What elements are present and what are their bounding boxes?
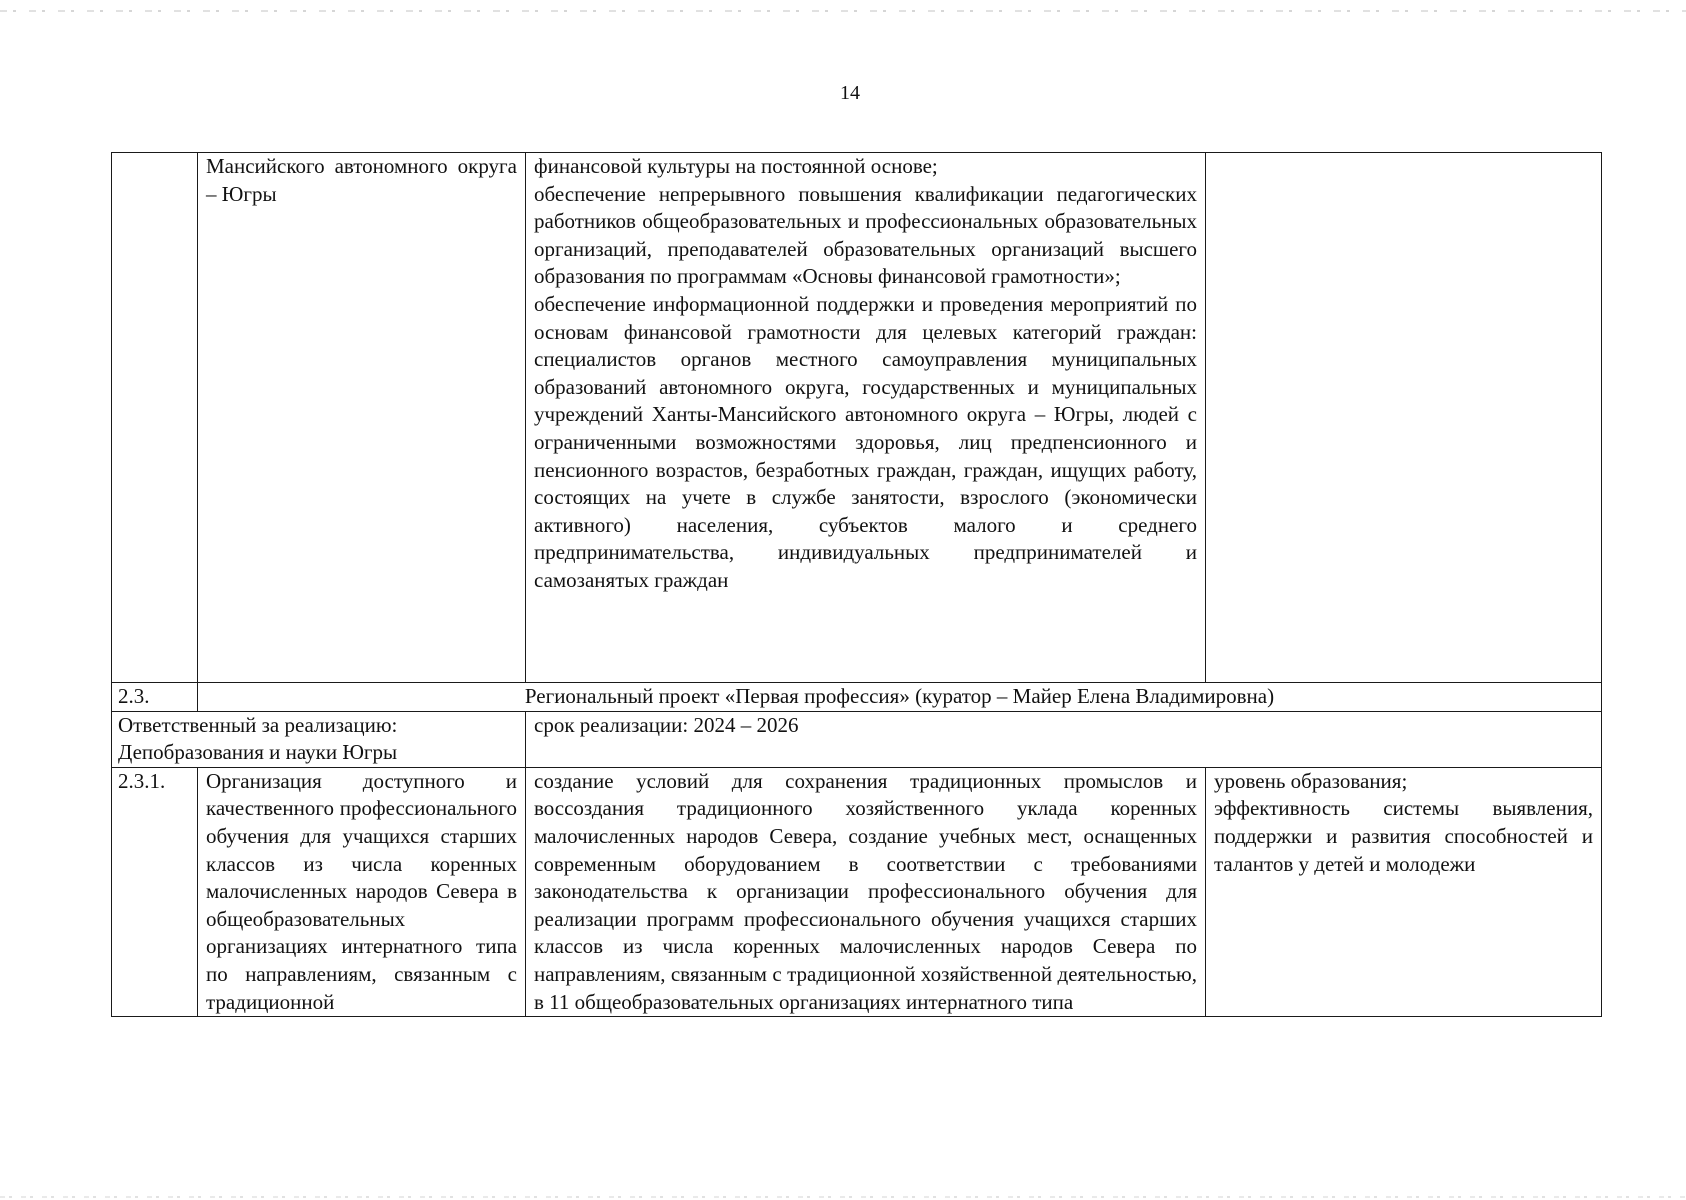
cell-indicators	[1206, 153, 1602, 683]
cell-description	[526, 153, 1206, 683]
description-paragraph: обеспечение информационной поддержки и проведения мероприятий по основам финансовой грамотности для целевых категорий граждан: специалистов органов местного самоуправления муниципальных образований автономного округа, государственных и муниципальных учреждений Ханты-Мансийского автономного округа – Югры, людей с ограниченными возможностями здоровья, лиц предпенсионного и пенсионного возрастов, безработных граждан, граждан, ищущих работу, состоящих на учете в службе занятости, взрослого (экономически активного) населения, субъектов малого и среднего предпринимательства, индивидуальных предпринимателей и самозанятых граждан	[534, 291, 1197, 592]
cell-responsible	[112, 711, 526, 767]
page-number: 14	[840, 82, 860, 104]
cell-description: создание условий для сохранения традиционных промыслов и воссоздания традиционного хозяйственного уклада коренных малочисленных народов Севера, создание учебных мест, оснащенных современным оборудованием в соответствии с требованиями законодательства к организации профессионального обучения для реализации программ профессионального обучения учащихся старших классов из числа коренных малочисленных народов Севера по направлениям, связанным с традиционной хозяйственной деятельностью, в 11 общеобразовательных организациях интернатного типа	[526, 767, 1206, 1016]
cell-project-title: Региональный проект «Первая профессия» (куратор – Майер Елена Владимировна)	[198, 683, 1602, 712]
scan-top-edge	[0, 10, 1686, 12]
table-row-2-3-1	[112, 767, 1602, 1016]
cell-measure-name: Мансийского автономного округа – Югры	[198, 153, 526, 683]
cell-number: 2.3.1.	[112, 767, 198, 1016]
scan-bottom-edge	[0, 1196, 1686, 1198]
table-row-project	[112, 683, 1602, 712]
cell-implementation-term: срок реализации: 2024 – 2026	[526, 711, 1602, 767]
cell-number	[112, 153, 198, 683]
responsible-label: Ответственный за реализацию:	[118, 712, 398, 737]
indicator-item: эффективность системы выявления, поддержки и развития способностей и талантов у детей и молодежи	[1214, 796, 1593, 876]
description-paragraph: обеспечение непрерывного повышения квалификации педагогических работников общеобразовательных и профессиональных образовательных организаций, преподавателей образовательных организаций высшего образования по программам «Основы финансовой грамотности»;	[534, 181, 1197, 289]
description-paragraph: финансовой культуры на постоянной основе;	[534, 154, 938, 178]
cell-indicators	[1206, 767, 1602, 1016]
table-row-continuation	[112, 153, 1602, 683]
cell-measure-name: Организация доступного и качественного профессионального обучения для учащихся старших классов из числа коренных малочисленных народов Севера в общеобразовательных организациях интернатного типа по направлениям, связанным с традиционной	[198, 767, 526, 1016]
cell-project-number: 2.3.	[112, 683, 198, 712]
measures-table	[111, 152, 1602, 1017]
responsible-department: Депобразования и науки Югры	[118, 740, 398, 765]
table-row-responsible	[112, 711, 1602, 767]
indicator-item: уровень образования;	[1214, 768, 1408, 793]
